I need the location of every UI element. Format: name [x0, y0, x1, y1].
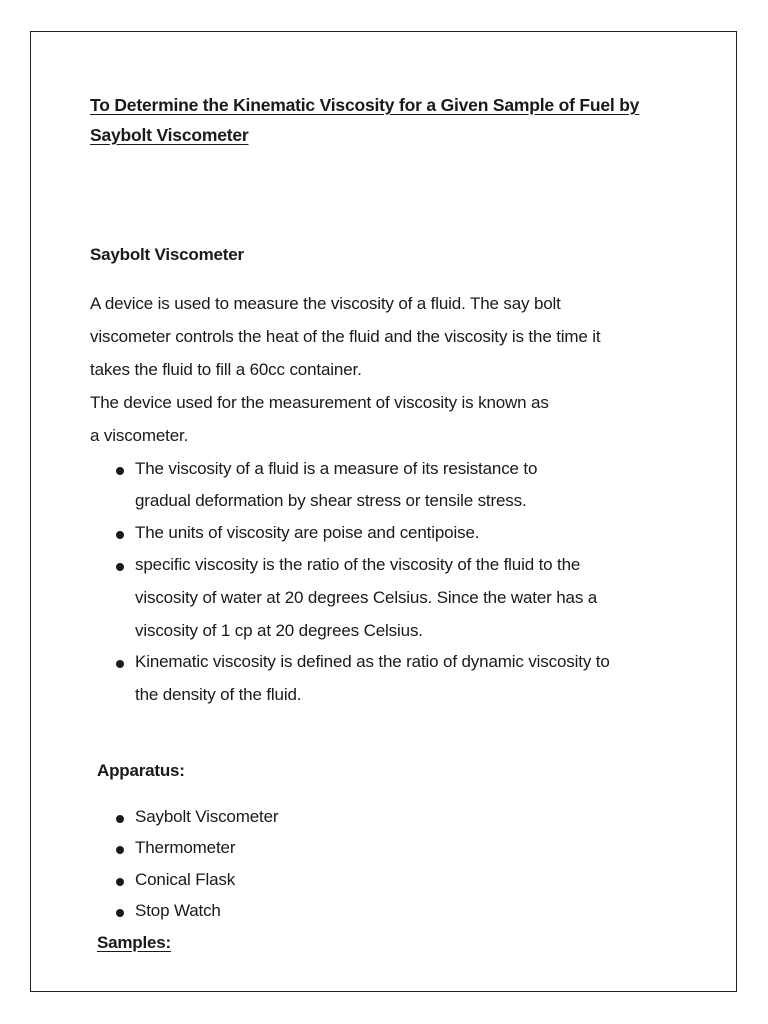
- bullet-line: The viscosity of a fluid is a measure of its resistance to: [135, 459, 538, 478]
- bullet-icon: [116, 909, 124, 917]
- document-page: [30, 31, 737, 992]
- document-title-line-2: Saybolt Viscometer: [90, 125, 249, 145]
- bullet-icon: [116, 563, 124, 571]
- bullet-line: viscosity of 1 cp at 20 degrees Celsius.: [135, 621, 423, 640]
- section-heading-samples: Samples:: [97, 933, 171, 952]
- bullet-icon: [116, 531, 124, 539]
- bullet-line: The units of viscosity are poise and centipoise.: [135, 523, 480, 542]
- paragraph-line: a viscometer.: [90, 426, 189, 445]
- bullet-line: the density of the fluid.: [135, 685, 302, 704]
- bullet-line: viscosity of water at 20 degrees Celsius. Since the water has a: [135, 588, 598, 607]
- apparatus-item: Conical Flask: [135, 870, 236, 889]
- paragraph-line: viscometer controls the heat of the fluid and the viscosity is the time it: [90, 327, 601, 346]
- bullet-line: Kinematic viscosity is defined as the ratio of dynamic viscosity to: [135, 652, 610, 671]
- apparatus-item: Stop Watch: [135, 901, 221, 920]
- bullet-line: specific viscosity is the ratio of the viscosity of the fluid to the: [135, 555, 581, 574]
- bullet-icon: [116, 878, 124, 886]
- section-heading-saybolt: Saybolt Viscometer: [90, 245, 244, 264]
- document-title-line-1: To Determine the Kinematic Viscosity for a Given Sample of Fuel by: [90, 95, 640, 115]
- bullet-icon: [116, 467, 124, 475]
- section-heading-apparatus: Apparatus:: [97, 761, 185, 780]
- bullet-icon: [116, 846, 124, 854]
- paragraph-line: takes the fluid to fill a 60cc container.: [90, 360, 362, 379]
- apparatus-item: Saybolt Viscometer: [135, 807, 279, 826]
- bullet-line: gradual deformation by shear stress or tensile stress.: [135, 491, 527, 510]
- paragraph-line: The device used for the measurement of viscosity is known as: [90, 393, 549, 412]
- bullet-icon: [116, 815, 124, 823]
- paragraph-line: A device is used to measure the viscosity of a fluid. The say bolt: [90, 294, 561, 313]
- bullet-icon: [116, 660, 124, 668]
- apparatus-item: Thermometer: [135, 838, 236, 857]
